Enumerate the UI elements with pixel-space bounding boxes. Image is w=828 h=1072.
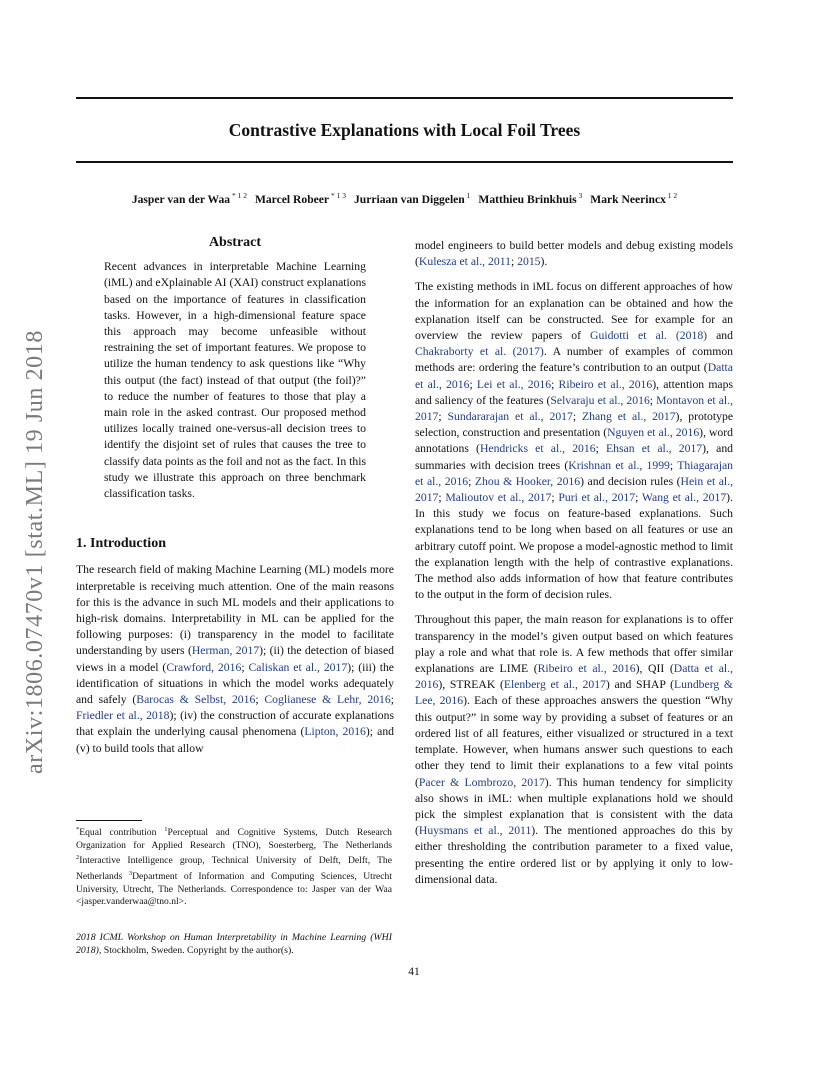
citation-link[interactable]: Zhang et al., 2017 [581,410,676,424]
citation-link[interactable]: Herman, 2017 [191,644,260,658]
citation-link[interactable]: Crawford, 2016 [166,660,242,674]
body-text: ; [469,377,477,391]
right-paragraph-1 [415,238,733,270]
body-text: ) and decision rules ( [580,474,681,488]
body-text: ; [669,458,678,472]
author [590,193,677,206]
citation-link[interactable]: Datta et al., 2016 [415,361,733,391]
author-list [76,191,733,206]
body-text: model engineers to build better models and debug existing models ( [415,239,733,269]
right-column [415,238,733,888]
citation-link[interactable]: 2015 [517,255,541,269]
body-text: ; [468,474,475,488]
body-text: ; [438,491,446,505]
citation-link[interactable]: Zhou & Hooker, 2016 [474,474,581,488]
citation-link[interactable]: Ribeiro et al., 2016 [558,377,653,391]
citation-link[interactable]: Huysmans et al., 2011 [418,824,532,838]
affiliation-footnote: *Equal contribution $^1$Perceptual and Cognitive Systems, Dutch Research Organization for Applied Research (TNO), Soesterberg, The Netherlands $^2$Interactive Intelligence group, Technical University of Delft, Delft, The Netherlands $^3$Department of Information and Computing Sciences, Utrecht University, Utrecht, The Netherlands. Correspondence to: Jasper van der Waa <jasper.vanderwaa@tno.nl>. [76,826,392,908]
citation-link[interactable]: Caliskan et al., 2017 [248,660,348,674]
body-text: . A number of examples of common methods are: ordering the feature’s contribution to an output ( [415,345,734,375]
body-text: ; [649,393,657,407]
citation-link[interactable]: Friedler et al., 2018 [76,709,170,723]
body-text: ), attention maps and saliency of the features ( [415,377,733,407]
right-paragraph-3 [415,612,733,887]
body-text: ). Each of these approaches answers the question “Why this output?” in some way by providing a subset of features or an ordered list of all features, either visualized or structured in a text template. However, when humans answer such questions to each other they tend to limit their explanations to a few vital points ( [415,694,733,789]
author-affiliation-marks: 1 2 [665,191,678,200]
body-text: ); (iv) the construction of accurate explanations that explain the underlying causal phenomena ( [76,709,395,739]
body-text: ), prototype selection, construction and presentation ( [415,410,734,440]
footnote-rule [76,820,142,821]
author-name: Jurriaan van Diggelen [353,192,465,206]
body-text: ); and (v) to build tools that allow [76,725,395,755]
top-rule [76,97,733,99]
body-text: ); (ii) the detection of biased views in a model ( [76,644,394,674]
citation-link[interactable]: Lei et al., 2016 [476,377,552,391]
body-text: ). This human tendency for simplicity also shows in iML: when multiple explanations hold we should pick the simplest explanation that is consistent with the data ( [415,775,733,838]
citation-link[interactable]: Barocas & Selbst, 2016 [136,693,256,707]
author [354,193,470,206]
body-text: ) and SHAP ( [605,678,674,692]
author-name: Mark Neerincx [590,192,666,206]
citation-link[interactable]: Elenberg et al., 2017 [503,678,606,692]
author-name: Marcel Robeer [254,192,330,206]
author [478,193,582,206]
author-affiliation-marks: 3 [576,191,583,200]
body-text: ; [551,491,559,505]
author-affiliation-marks: * 1 3 [329,191,346,200]
body-text: ; [572,410,582,424]
body-text: Throughout this paper, the main reason for explanations is to offer transparency in the model’s given output based on which features play a role and what that role is. A few methods that offer similar explanations are LIME ( [415,613,733,676]
body-text: ; [595,442,606,456]
abstract-text: Recent advances in interpretable Machine Learning (iML) and eXplainable AI (XAI) construct explanations based on the importance of features in classification tasks. However, in a high-dimensional feature space this approach may become unfeasible without restraining the set of important features. We propose to utilize the human tendency to ask questions like “Why this output (the fact) instead of that output (the foil)?” to reduce the number of features to those that play a main role in the asked contrast. Our proposed method utilizes locally trained one-versus-all decision trees to identify the disjoint set of rules that causes the tree to classify data points as the foil and not as the fact. In this study we illustrate this approach on three benchmark classification tasks. [104,260,366,501]
citation-link[interactable]: Lundberg & Lee, 2016 [415,678,733,708]
body-text: ). In this study we focus on feature-based explanations. Such explanations tend to be long when based on all features or use an arbitrary cutoff point. We propose a model-agnostic method to limit the explanation length with the help of contrastive explanations. The method also adds information of how that feature contributes to the output in the form of decision rules. [415,491,733,602]
introduction-heading: 1. Introduction [76,536,166,552]
body-text: ); (iii) the identification of situations in which the model works adequately and safely ( [76,660,394,707]
citation-link[interactable]: Guidotti et al. (2018) [590,329,708,343]
author-affiliation-marks: * 1 2 [230,191,247,200]
citation-link[interactable]: Hein et al., 2017 [415,474,734,505]
citation-link[interactable]: Lipton, 2016 [304,725,366,739]
citation-link[interactable]: Kulesza et al., 2011 [418,255,511,269]
body-text: ; [635,491,642,505]
citation-link[interactable]: Montavon et al., 2017 [415,393,733,424]
workshop-note: 2018 ICML Workshop on Human Interpretability in Machine Learning (WHI 2018), Stockholm, Sweden. Copyright by the author(s). [76,932,392,956]
body-text: ). The mentioned approaches do this by either thresholding the contribution parameter to a fixed value, presenting the entire ordered list or by applying it only to low-dimensional data. [415,824,733,886]
body-text: ). [540,255,548,269]
body-text: The existing methods in iML focus on different approaches of how the information for an explanation can be obtained and how the explanation itself can be constructed. See for example for an overview the review papers of [415,280,733,343]
paper-title: Contrastive Explanations with Local Foil Trees [228,120,581,140]
body-text: ; [390,693,394,707]
body-text: ), word annotations ( [415,426,733,456]
citation-link[interactable]: Pacer & Lombrozo, 2017 [418,775,545,789]
citation-link[interactable]: Sundararajan et al., 2017 [447,410,573,424]
right-paragraph-2 [415,279,733,603]
citation-link[interactable]: Datta et al., 2016 [415,662,733,692]
author-name: Jasper van der Waa [131,192,231,206]
citation-link[interactable]: Selvaraju et al., 2016 [550,393,650,407]
title-bottom-rule [76,161,733,163]
author [255,193,346,206]
body-text: ; [551,377,559,391]
body-text: ; [255,693,265,707]
author [132,193,247,206]
citation-link[interactable]: Ribeiro et al., 2016 [537,662,636,676]
arxiv-side-stamp: arXiv:1806.07470v1 [stat.ML] 19 Jun 2018 [22,330,48,774]
author-name: Matthieu Brinkhuis [478,192,577,206]
citation-link[interactable]: Wang et al., 2017 [641,491,727,505]
body-text: ), and summaries with decision trees ( [415,442,734,472]
body-text: ), QII ( [635,662,674,676]
citation-link[interactable]: Puri et al., 2017 [558,491,636,505]
body-text: and [707,329,733,343]
left-column [76,235,394,757]
abstract-heading: Abstract [208,235,262,250]
body-text: ), STREAK ( [438,678,504,692]
citation-link[interactable]: Thiagarajan et al., 2016 [415,458,733,488]
citation-link[interactable]: Ehsan et al., 2017 [606,442,703,456]
citation-link[interactable]: Chakraborty et al. (2017) [415,345,544,359]
body-text: The research field of making Machine Learning (ML) models more interpretable is receiving much attention. One of the main reasons for this is the advance in such ML models and their applications to high-risk domains. Interpretability in ML can be applied for the following purposes: (i) transparency in the model to facilitate understanding by users ( [76,563,394,658]
citation-link[interactable]: Malioutov et al., 2017 [445,491,552,505]
author-affiliation-marks: 1 [464,191,471,200]
body-text: ; [510,255,518,269]
citation-link[interactable]: Hendricks et al., 2016 [479,442,596,456]
citation-link[interactable]: Nguyen et al., 2016 [607,426,700,440]
citation-link[interactable]: Krishnan et al., 1999 [568,458,670,472]
introduction-paragraph [76,562,394,756]
page-number: 41 [408,966,420,978]
body-text: ; [241,660,249,674]
citation-link[interactable]: Coglianese & Lehr, 2016 [264,693,391,707]
body-text: ; [438,410,448,424]
